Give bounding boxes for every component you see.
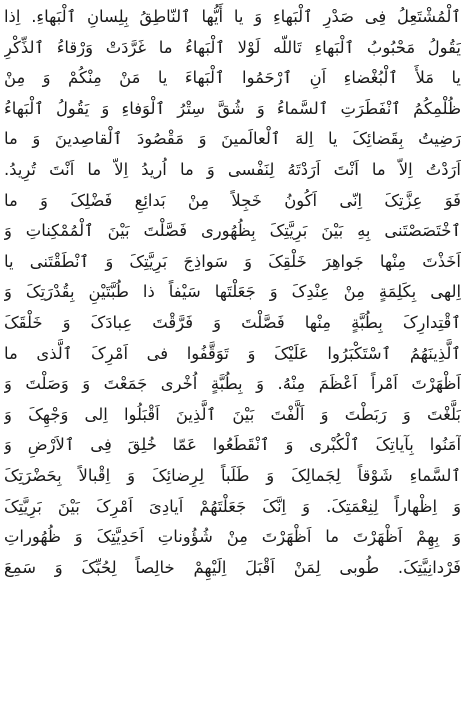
text-line: بَلَّغْتَ وَ رَبَطْتَ وَ اَلَّفْتَ بَیْنَ ٱلَّذِینَ اَقْبَلُوا اِلی وَجْهِکَ وَ	[4, 404, 461, 424]
text-line: وَ بِهِمْ اَظْهَرْتَ ما اَظْهَرْتَ مِنْ شُؤُوناتِ اَحَدِیَّتِکَ وَ ظُهُوراتِ	[4, 527, 461, 547]
text-line: اِلهی بِکَلِمَةٍ مِنْ عِنْدِکَ وَ جَعَلْتَها سَیْفاً ذا طُبَّتَیْنِ بِقُدْرَتِکَ وَ	[4, 282, 461, 302]
text-line: یا مَلأَ ٱلْبُغْضاءِ اَنِ ٱرْحَمُوا ٱلْبَهاءَ یا مَنْ مِنْکُمْ وَ مِنْ	[4, 68, 461, 88]
text-line: اَرَدْتُ اِلاّ ما اَنْتَ اَرَدْتَهُ لِنَفْسی وَ ما اُریدُ اِلاّ ما اَنْتَ تُرِیدُ.	[4, 159, 461, 179]
text-line: رَضِیتُ بِقَضائِکَ یا اِلهَ ٱلْعالَمینَ وَ مَقْصُودَ ٱلْقاصِدینَ وَ ما	[4, 129, 461, 149]
text-line: ٱقْتِدارِکَ بِطُبَّةٍ مِنْها فَصَّلْتَ وَ فَرَّقْتَ عِبادَکَ وَ خَلْقَکَ	[4, 312, 461, 332]
text-line: ظُلْمِکُمُ ٱنْفَطَرَتِ ٱلسَّماءُ وَ شُقَّ سِتْرُ ٱلْوَفاءِ وَ یَقُولُ ٱلْبَهاءُ	[4, 98, 461, 118]
document-page	[4, 2, 461, 708]
text-line: وَ اِظْهاراً لِنِعْمَتِکَ. وَ اِنَّکَ جَعَلْتَهُمْ اَیادِیَ اَمْرِکَ بَیْنَ بَرِیَّتِکَ	[4, 496, 461, 516]
text-line: یَقُولُ مَحْبُوبُ ٱلْبَهاءِ تَاللّه لَوْلا ٱلْبَهاءُ ما غَرَّدَتْ وَرْقاءُ ٱلذِّکْرِ	[4, 37, 461, 57]
text-line: ٱخْتَصَصْتَنی بِهِ بَیْنَ بَرِیَّتِکَ بِظُهُوری فَصَّلْتَ بَیْنَ ٱلْمُمْکِناتِ وَ	[4, 221, 461, 241]
text-line: آمَنُوا بِآیاتِکَ ٱلْکُبْری وَ ٱنْقَطَعُوا عَمّا خُلِقَ فِی ٱلاَرْضِ وَ	[4, 435, 461, 455]
text-line: فَوَ عِزَّتِکَ اِنّی اَکُونُ خَجِلاً مِنْ بَدائِعِ فَضْلِکَ وَ ما	[4, 190, 461, 210]
text-line: ٱلْمُشْتَعِلُ فِی صَدْرِ ٱلْبَهاءِ وَ یا أَیُّها ٱلنّاطِقُ بِلِسانِ ٱلْبَهاءِ. اِذا	[4, 7, 461, 26]
text-line: فَرْدانِیَّتِکَ. طُوبی لِمَنْ اَقْبَلَ اِلَیْهِمْ خالِصاً لِحُبِّکَ وَ سَمِعَ	[4, 557, 461, 577]
text-line: اَخَذْتَ مِنْها جَواهِرَ خَلْقِکَ وَ سَواذِجَ بَرِیَّتِکَ وَ ٱنْطَقْتَنی یا	[4, 251, 461, 271]
text-line: اَظْهَرْتَ اَمْراً اَعْظَمَ مِنْهُ. وَ بِطُبَّةٍ اُخْری جَمَعْتَ وَ وَصَلْتَ وَ	[4, 374, 461, 394]
text-line: ٱلسَّماءِ شَوْقاً لِجَمالِکَ وَ طَلَباً لِرِضائِکَ وَ اِقْبالاً بِحَضْرَتِکَ	[4, 465, 461, 485]
text-line: ٱلَّذِینَهُمُ ٱسْتَکْبَرُوا عَلَیْکَ وَ تَوَقَّفُوا فی اَمْرِکَ ٱلَّذی ما	[4, 343, 461, 363]
